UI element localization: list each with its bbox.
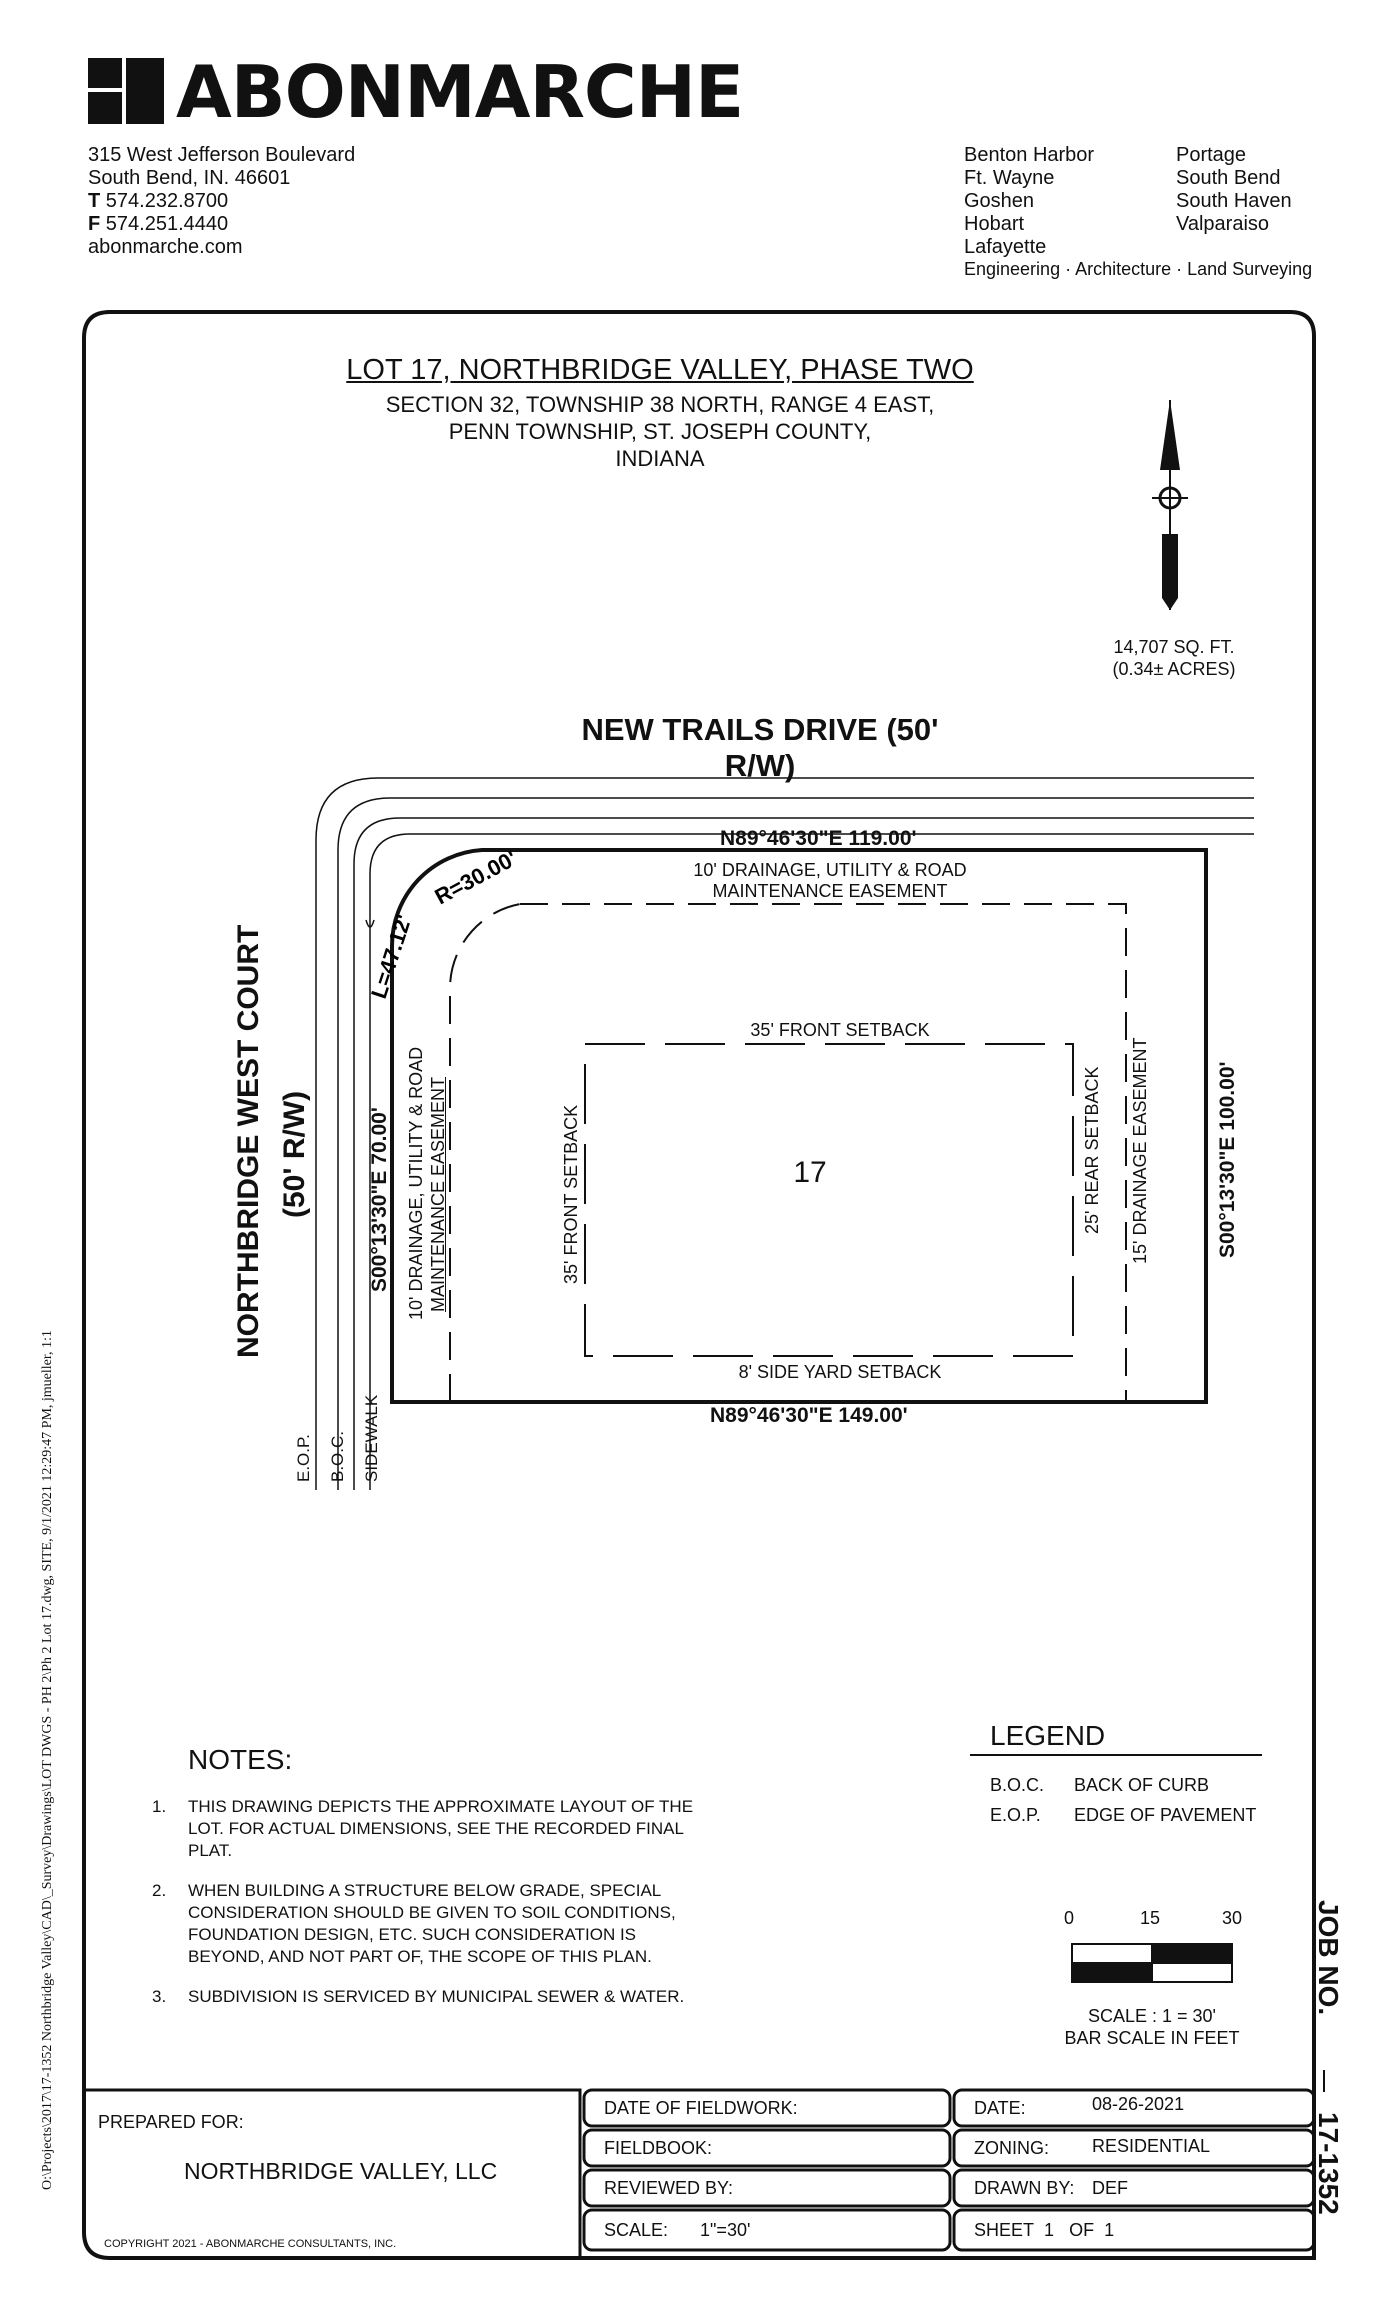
title-line-2: SECTION 32, TOWNSHIP 38 NORTH, RANGE 4 EAST, <box>385 392 935 417</box>
lot-area <box>1094 636 1254 680</box>
note-num: 1. <box>152 1797 167 1816</box>
east-line-bearing: S00°13'30"E 100.00' <box>1216 1061 1239 1258</box>
easement-line <box>450 904 1126 1402</box>
easement-line-2: MAINTENANCE EASEMENT <box>712 881 948 901</box>
date-label: DATE: <box>974 2098 1026 2118</box>
services-line: Engineering · Architecture · Land Surveying <box>964 259 1313 279</box>
sheet-label: SHEET 1 OF 1 <box>974 2220 1115 2240</box>
note-text: WHEN BUILDING A STRUCTURE BELOW GRADE, SPECIAL CONSIDERATION SHOULD BE GIVEN TO SOIL CONDITIONS, FOUNDATION DESIGN, ETC. SUCH CONSIDERATION IS BEYOND, AND NOT PART OF, THE SCOPE OF THIS PLAN. <box>188 1881 676 1966</box>
office: Goshen <box>964 190 1035 212</box>
curve-radius-label: R=30.00' <box>430 845 521 910</box>
note-text: SUBDIVISION IS SERVICED BY MUNICIPAL SEWER & WATER. <box>188 1987 685 2006</box>
office: Benton Harbor <box>964 144 1095 166</box>
side-setback: 8' SIDE YARD SETBACK <box>738 1362 942 1382</box>
notes-heading: NOTES: <box>188 1744 293 1775</box>
reviewed-label: REVIEWED BY: <box>604 2178 734 2198</box>
date-fieldwork-label: DATE OF FIELDWORK: <box>604 2098 798 2118</box>
phone: T 574.232.8700 <box>88 190 229 212</box>
job-label: JOB NO. <box>1313 1900 1344 2016</box>
office: Lafayette <box>964 236 1047 258</box>
office: South Haven <box>1176 190 1292 212</box>
office: Valparaiso <box>1176 213 1270 235</box>
fieldbook-label: FIELDBOOK: <box>604 2138 713 2158</box>
prepared-for-label: PREPARED FOR: <box>98 2112 244 2132</box>
prepared-for-client: NORTHBRIDGE VALLEY, LLC <box>184 2158 498 2184</box>
scale-label: SCALE: 1"=30' <box>604 2220 751 2240</box>
legend-item: B.O.C. BACK OF CURB <box>990 1775 1210 1795</box>
area-sqft: 14,707 SQ. FT. <box>1113 637 1235 657</box>
area-acres: (0.34± ACRES) <box>1112 659 1236 679</box>
south-line-bearing: N89°46'30"E 149.00' <box>710 1404 908 1427</box>
note-num: 2. <box>152 1881 167 1900</box>
front-setback-top: 35' FRONT SETBACK <box>750 1020 930 1040</box>
address-line-1: 315 West Jefferson Boulevard <box>88 144 356 166</box>
easement-line-1: 10' DRAINAGE, UTILITY & ROAD <box>693 860 967 880</box>
legend-list <box>990 1770 1256 1830</box>
west-easement-label-2: MAINTENANCE EASEMENT <box>428 1076 448 1312</box>
eop-label: E.O.P. <box>294 1434 313 1482</box>
title-line-3: PENN TOWNSHIP, ST. JOSEPH COUNTY, <box>448 419 872 444</box>
setback-line <box>585 1044 1073 1356</box>
scale-value: 1"=30' <box>700 2220 751 2240</box>
note-num: 3. <box>152 1987 167 2006</box>
drawn-by-value: DEF <box>1092 2178 1128 2198</box>
company-name: ABONMARCHE <box>176 50 744 134</box>
street-north-label: NEW TRAILS DRIVE (50' R/W) <box>581 712 939 783</box>
office: Portage <box>1176 144 1247 166</box>
fax: F 574.251.4440 <box>88 213 229 235</box>
north-arrow-icon <box>1152 400 1188 610</box>
sidewalk-label: SIDEWALK <box>362 1394 381 1482</box>
north-line-bearing: N89°46'30"E 119.00' <box>720 827 917 850</box>
legend-item: E.O.P. EDGE OF PAVEMENT <box>990 1805 1257 1825</box>
office: Ft. Wayne <box>964 167 1055 189</box>
street-west-rw: (50' R/W) <box>278 1090 311 1218</box>
drawing-title: LOT 17, NORTHBRIDGE VALLEY, PHASE TWO <box>346 354 974 386</box>
rear-setback: 25' REAR SETBACK <box>1082 1066 1102 1234</box>
scale-text: SCALE : 1 = 30' <box>1087 2006 1216 2026</box>
office: South Bend <box>1176 167 1281 189</box>
legend-heading: LEGEND <box>990 1720 1106 1751</box>
job-number: 17-1352 <box>1313 2112 1344 2215</box>
zoning-label: ZONING: <box>974 2138 1049 2158</box>
curve-length-label: L=47.12' <box>365 911 417 1002</box>
note-item <box>152 1880 732 1968</box>
title-line-4: INDIANA <box>615 446 705 471</box>
east-easement-label: 15' DRAINAGE EASEMENT <box>1130 1037 1150 1264</box>
lot-number: 17 <box>793 1156 827 1189</box>
note-item <box>152 1796 732 1862</box>
date-value: 08-26-2021 <box>1092 2094 1185 2114</box>
address-line-2: South Bend, IN. 46601 <box>88 167 291 189</box>
notes-list <box>152 1796 732 2008</box>
copyright: COPYRIGHT 2021 - ABONMARCHE CONSULTANTS, INC. <box>104 2238 397 2250</box>
west-easement-label-1: 10' DRAINAGE, UTILITY & ROAD <box>406 1046 426 1320</box>
scale-unit: BAR SCALE IN FEET <box>1064 2028 1240 2048</box>
scale-bar-graphic <box>1072 1944 1232 1982</box>
sheet-num: 1 <box>1044 2220 1055 2240</box>
sheet-total: 1 <box>1104 2220 1115 2240</box>
note-text: THIS DRAWING DEPICTS THE APPROXIMATE LAYOUT OF THE LOT. FOR ACTUAL DIMENSIONS, SEE THE RECORDED FINAL PLAT. <box>188 1797 694 1860</box>
north-easement-label <box>640 860 1020 902</box>
boc-label: B.O.C. <box>328 1430 347 1482</box>
street-west-label: NORTHBRIDGE WEST COURT <box>232 924 265 1358</box>
office: Hobart <box>964 213 1025 235</box>
scale-tick-0: 0 <box>1064 1908 1075 1928</box>
note-item <box>152 1986 732 2008</box>
scale-tick-30: 30 <box>1222 1908 1243 1928</box>
scale-tick-15: 15 <box>1140 1908 1161 1928</box>
drawn-by-label: DRAWN BY: <box>974 2178 1075 2198</box>
west-line-bearing: S00°13'30"E 70.00' <box>368 1107 391 1292</box>
zoning-value: RESIDENTIAL <box>1092 2136 1211 2156</box>
file-path: O:\Projects\2017\17-1352 Northbridge Valley\CAD\_Survey\Drawings\LOT DWGS - PH 2\Ph 2 Lot 17.dwg, SITE, 9/1/2021 12:29:47 PM, jmueller, 1:1 <box>40 1330 55 2190</box>
website: abonmarche.com <box>88 236 243 258</box>
front-setback-left: 35' FRONT SETBACK <box>561 1104 581 1284</box>
